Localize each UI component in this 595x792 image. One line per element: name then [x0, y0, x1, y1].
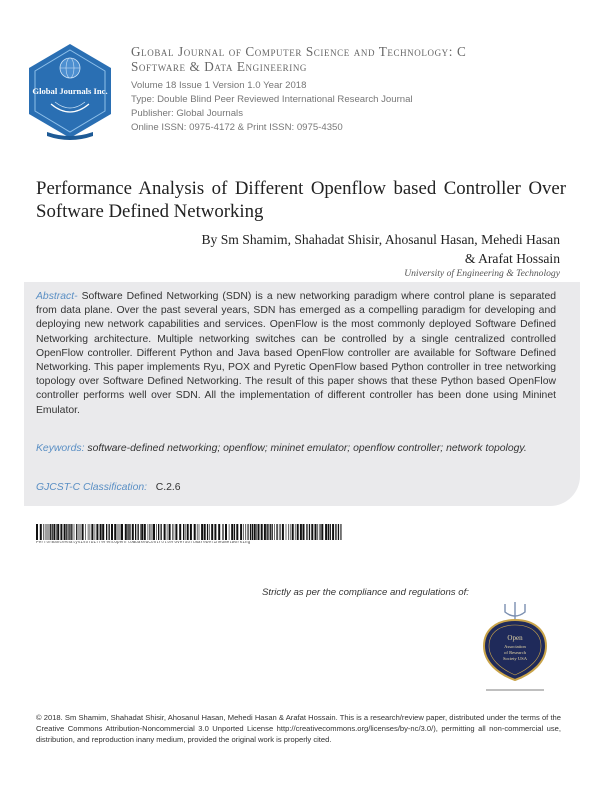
- barcode-bar: [106, 524, 107, 540]
- abstract: [36, 290, 556, 418]
- barcode-bar: [149, 524, 150, 540]
- barcode: [36, 524, 342, 540]
- badge-line-4: Society USA: [502, 656, 528, 661]
- barcode-bar: [218, 524, 220, 540]
- barcode-bar: [169, 524, 171, 540]
- barcode-bar: [199, 524, 200, 540]
- barcode-text: PerformanceAnalysisofDifferentOpenflowbasedControllerOverSoftwareDefinedNetworking: [36, 541, 251, 545]
- barcode-bar: [320, 524, 321, 540]
- keywords-label: Keywords:: [36, 443, 85, 454]
- barcode-bar: [50, 524, 51, 540]
- classification-value: C.2.6: [155, 482, 181, 493]
- barcode-bar: [292, 524, 294, 540]
- barcode-bar: [132, 524, 134, 540]
- barcode-bar: [207, 524, 208, 540]
- badge-line-3: of Research: [504, 650, 526, 655]
- barcode-bar: [141, 524, 143, 540]
- barcode-bar: [261, 524, 263, 540]
- barcode-bar: [102, 524, 104, 540]
- barcode-bar: [151, 524, 152, 540]
- barcode-bar: [43, 524, 44, 540]
- journal-name-line-1: Global Journal of Computer Science and Technology: C: [131, 44, 467, 59]
- barcode-bar: [295, 524, 296, 540]
- barcode-bar: [187, 524, 189, 540]
- barcode-bar: [236, 524, 238, 540]
- barcode-bar: [325, 524, 327, 540]
- badge-line-1: Open: [507, 634, 523, 642]
- barcode-bar: [60, 524, 62, 540]
- barcode-bar: [152, 524, 153, 540]
- barcode-bar: [172, 524, 173, 540]
- global-journals-logo: [21, 42, 119, 142]
- barcode-bar: [286, 524, 287, 540]
- barcode-bar: [319, 524, 320, 540]
- barcode-bar: [80, 524, 81, 540]
- barcode-bar: [57, 524, 59, 540]
- barcode-bar: [74, 524, 75, 540]
- barcode-bar: [156, 524, 157, 540]
- barcode-bar: [231, 524, 233, 540]
- abstract-box: [24, 282, 580, 506]
- logo-text: Global Journals Inc.: [32, 86, 108, 96]
- journal-type-line: Type: Double Blind Peer Reviewed International Research Journal: [131, 94, 413, 105]
- barcode-bar: [183, 524, 184, 540]
- barcode-bar: [174, 524, 175, 540]
- barcode-bar: [332, 524, 334, 540]
- barcode-bar: [234, 524, 235, 540]
- barcode-bar: [138, 524, 139, 540]
- barcode-bar: [258, 524, 260, 540]
- affiliation: University of Engineering & Technology: [404, 268, 560, 279]
- barcode-bar: [66, 524, 67, 540]
- barcode-bar: [276, 524, 277, 540]
- barcode-bar: [121, 524, 123, 540]
- barcode-bar: [317, 524, 318, 540]
- barcode-bar: [290, 524, 291, 540]
- barcode-bar: [204, 524, 206, 540]
- barcode-bar: [140, 524, 141, 540]
- barcode-bar: [248, 524, 249, 540]
- barcode-bar: [47, 524, 48, 540]
- barcode-bar: [96, 524, 98, 540]
- barcode-bar: [250, 524, 251, 540]
- barcode-bar: [311, 524, 313, 540]
- barcode-bar: [185, 524, 186, 540]
- barcode-bar: [282, 524, 284, 540]
- barcode-bar: [190, 524, 192, 540]
- barcode-bar: [120, 524, 121, 540]
- barcode-bar: [279, 524, 280, 540]
- journal-name: [131, 44, 571, 74]
- barcode-bar: [125, 524, 127, 540]
- issn-line: Online ISSN: 0975-4172 & Print ISSN: 0975-4350: [131, 122, 343, 133]
- barcode-bar: [214, 524, 216, 540]
- barcode-bar: [48, 524, 49, 540]
- barcode-bar: [69, 524, 70, 540]
- barcode-bar: [209, 524, 210, 540]
- authors-line-1: By Sm Shamim, Shahadat Shisir, Ahosanul Hasan, Mehedi Hasan: [201, 232, 560, 247]
- barcode-bar: [119, 524, 120, 540]
- barcode-bar: [268, 524, 269, 540]
- barcode-bar: [338, 524, 339, 540]
- barcode-bar: [90, 524, 91, 540]
- barcode-bar: [179, 524, 181, 540]
- barcode-bar: [127, 524, 128, 540]
- barcode-bar: [222, 524, 223, 540]
- barcode-bar: [114, 524, 116, 540]
- barcode-bar: [111, 524, 113, 540]
- barcode-bar: [335, 524, 336, 540]
- barcode-bar: [223, 524, 224, 540]
- barcode-bar: [68, 524, 69, 540]
- barcode-bar: [267, 524, 268, 540]
- barcode-bar: [201, 524, 203, 540]
- barcode-bar: [240, 524, 242, 540]
- barcode-bar: [270, 524, 271, 540]
- barcode-bar: [300, 524, 302, 540]
- barcode-bar: [164, 524, 166, 540]
- barcode-bar: [330, 524, 331, 540]
- barcode-bar: [252, 524, 253, 540]
- barcode-bar: [95, 524, 96, 540]
- open-association-badge: [466, 600, 564, 696]
- barcode-bar: [53, 524, 55, 540]
- barcode-bar: [161, 524, 162, 540]
- keywords: [36, 442, 556, 456]
- license-footer: © 2018. Sm Shamim, Shahadat Shisir, Ahosanul Hasan, Mehedi Hasan & Arafat Hossain. This is a research/review paper, distributed under the terms of the Creative Commons Attribution-Noncommercial 3.0 Unported License http://creativecommons.org/licenses/by-nc/3.0/), permitting all non-commercial use, distribution, and reproduction inany medium, provided the original work is properly cited.: [36, 713, 561, 744]
- barcode-bar: [129, 524, 130, 540]
- barcode-bar: [144, 524, 146, 540]
- authors-line-2: & Arafat Hossain: [464, 251, 560, 266]
- barcode-bar: [100, 524, 102, 540]
- classification-label: GJCST-C Classification:: [36, 482, 148, 493]
- barcode-bar: [56, 524, 57, 540]
- barcode-bar: [117, 524, 118, 540]
- barcode-bar: [254, 524, 256, 540]
- barcode-bar: [328, 524, 329, 540]
- barcode-bar: [194, 524, 196, 540]
- barcode-bar: [272, 524, 273, 540]
- abstract-text: Software Defined Networking (SDN) is a new networking paradigm where control plane is separated from data plane. Over the past several years, SDN has emerged as a compelling paradigm for developing and deploying new network capabilities and services. OpenFlow is the most commonly deployed Software Defined Networking architecture. Multiple networking switches can be controlled by a single centralized controlled OpenFlow controller. Different Python and Java based OpenFlow controller are available for Software Defined Networking. This paper implements Ryu, POX and Pyretic OpenFlow based Python controller in tree networking topology over Software Defined Networking. The result of this paper shows that these Python based OpenFlow controller performs well over SDN. All the implementation of different controller has been done using Mininet Emulator.: [36, 291, 556, 416]
- barcode-bar: [306, 524, 307, 540]
- classification: [36, 482, 556, 493]
- barcode-bar: [153, 524, 155, 540]
- barcode-bar: [243, 524, 244, 540]
- barcode-bar: [158, 524, 159, 540]
- barcode-bar: [315, 524, 317, 540]
- barcode-bar: [64, 524, 66, 540]
- barcode-bar: [71, 524, 72, 540]
- barcode-bar: [274, 524, 275, 540]
- compliance-statement: Strictly as per the compliance and regulations of:: [262, 587, 469, 598]
- barcode-bar: [197, 524, 198, 540]
- barcode-bar: [85, 524, 86, 540]
- barcode-bar: [340, 524, 341, 540]
- barcode-bar: [256, 524, 257, 540]
- barcode-bar: [211, 524, 213, 540]
- barcode-bar: [79, 524, 80, 540]
- barcode-bar: [321, 524, 323, 540]
- volume-line: Volume 18 Issue 1 Version 1.0 Year 2018: [131, 80, 307, 91]
- barcode-bar: [288, 524, 289, 540]
- barcode-bar: [247, 524, 248, 540]
- barcode-bar: [45, 524, 46, 540]
- barcode-bar: [303, 524, 305, 540]
- journal-name-line-2: Software & Data Engineering: [131, 59, 308, 74]
- barcode-bar: [264, 524, 266, 540]
- keywords-text: software-defined networking; openflow; mininet emulator; openflow controller; network topology.: [84, 443, 527, 454]
- barcode-bar: [309, 524, 310, 540]
- paper-title: Performance Analysis of Different Openflow based Controller Over Software Defined Networking: [36, 178, 566, 222]
- barcode-bar: [297, 524, 299, 540]
- barcode-bar: [280, 524, 281, 540]
- barcode-bar: [40, 524, 42, 540]
- barcode-bar: [175, 524, 177, 540]
- badge-line-2: Association: [504, 644, 526, 649]
- barcode-bar: [148, 524, 149, 540]
- barcode-bar: [225, 524, 227, 540]
- barcode-bar: [109, 524, 110, 540]
- barcode-bar: [82, 524, 84, 540]
- barcode-bar: [245, 524, 246, 540]
- barcode-bar: [135, 524, 136, 540]
- barcode-bar: [91, 524, 93, 540]
- abstract-label: Abstract-: [36, 291, 78, 302]
- barcode-bar: [88, 524, 89, 540]
- barcode-bar: [76, 524, 77, 540]
- barcode-bar: [52, 524, 53, 540]
- barcode-bar: [167, 524, 168, 540]
- barcode-bar: [36, 524, 38, 540]
- barcode-bar: [342, 524, 343, 540]
- barcode-bar: [229, 524, 230, 540]
- publisher-line: Publisher: Global Journals: [131, 108, 243, 119]
